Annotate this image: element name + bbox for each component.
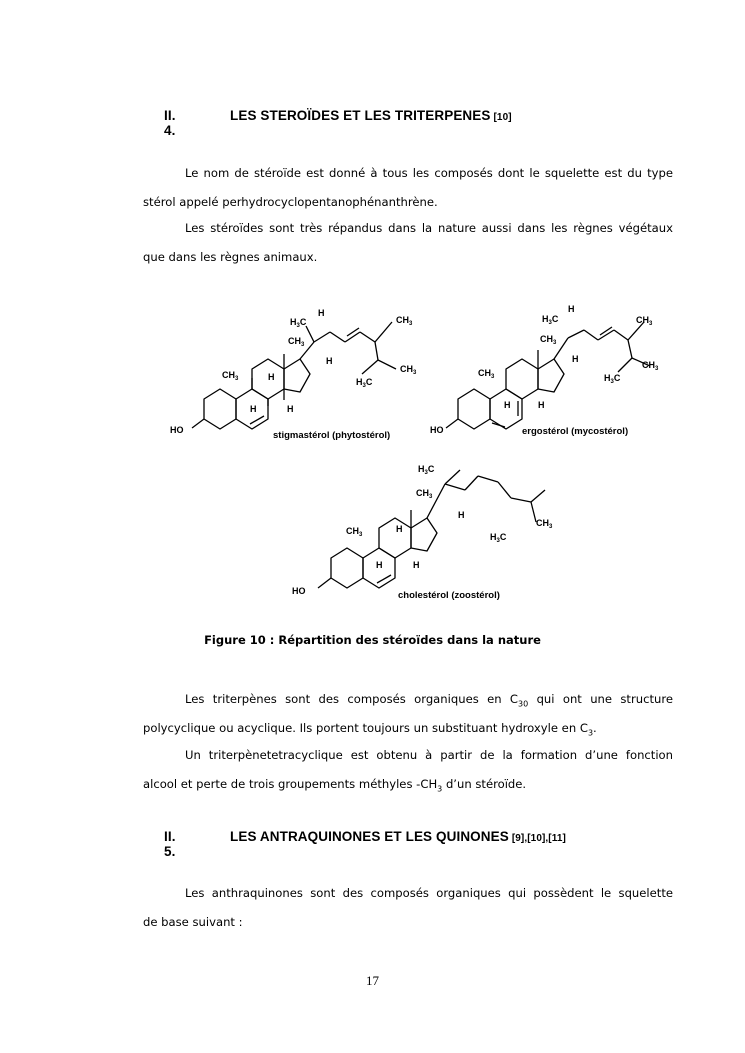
atom-label: $CH_3$ [642,360,659,372]
atom-label: $CH_3$ [636,315,653,327]
atom-label: $CH_3$ [288,336,305,348]
paragraph-line: Les triterpènes sont des composés organiques en C [185,692,519,706]
paragraph-line: alcool et perte de trois groupements méthyles -CH [143,777,438,791]
paragraph-line: qui ont une structure [528,692,673,706]
atom-label: H [250,404,257,414]
atom-label: HO [170,425,184,435]
paragraph-line: de base suivant : [143,915,243,929]
atom-label: $CH_3$ [346,526,363,538]
atom-label: $H_3C$ [418,464,435,476]
subscript: 3 [587,728,594,738]
atom-label: H [568,304,575,314]
atom-label: $CH_3$ [478,368,495,380]
paragraph-triterpene-tetracyclique [143,741,673,799]
atom-label: $H_3C$ [490,532,507,544]
atom-label: $H_3C$ [542,314,559,326]
atom-label: $H_3C$ [356,377,373,389]
section-ref: [10] [493,112,512,123]
page-number: 17 [366,973,379,988]
atom-label: $H_3C$ [290,317,307,329]
subscript: 3 [437,784,443,794]
atom-label: $CH_3$ [222,370,239,382]
atom-label: H [287,404,294,414]
section-ref: [9],[10],[11] [511,833,566,844]
paragraph-line: Les anthraquinones sont des composés organiques qui possèdent le squelette [185,886,673,900]
paragraph-line: . [593,721,597,735]
atom-label: HO [430,425,444,435]
atom-label: H [396,524,403,534]
atom-label: $CH_3$ [396,315,413,327]
paragraph-line: stérol appelé perhydrocyclopentanophénanthrène. [143,195,438,209]
paragraph-line: Les stéroïdes sont très répandus dans la nature aussi dans les règnes végétaux [185,221,673,235]
atom-label: H [376,560,383,570]
atom-label: $CH_3$ [540,334,557,346]
paragraph-triterpenes [143,685,673,743]
atom-label: H [326,356,333,366]
section-number: II. 4. [164,108,176,138]
paragraph-line: Le nom de stéroïde est donné à tous les composés dont le squelette est du type [185,166,673,180]
section-number: II. 5. [164,829,176,859]
paragraph-line: polycyclique ou acyclique. Ils portent toujours un substituant hydroxyle en C [143,721,588,735]
ergosterol-label: ergostérol (mycostérol) [522,426,629,437]
figure-caption: Figure 10 : Répartition des stéroïdes dans la nature [204,633,541,647]
atom-label: $H_3C$ [604,373,621,385]
atom-label: H [318,308,325,318]
atom-label: H [504,400,511,410]
atom-label: H [413,560,420,570]
atom-label: HO [292,586,306,596]
section-title-text: LES ANTRAQUINONES ET LES QUINONES [230,829,509,844]
atom-label: $CH_3$ [536,518,553,530]
atom-label: H [268,372,275,382]
paragraph-anthraquinones [143,879,673,937]
section-title [230,829,566,844]
paragraph-line: que dans les règnes animaux. [143,250,318,264]
section-title-text: LES STEROÏDES ET LES TRITERPENES [230,108,491,123]
atom-label: H [572,354,579,364]
atom-label: H [458,510,465,520]
atom-label: $CH_3$ [400,364,417,376]
cholesterol-label: cholestérol (zoostérol) [398,590,500,601]
paragraph-line: d’un stéroïde. [442,777,527,791]
paragraph-line: Un triterpènetetracyclique est obtenu à partir de la formation d’une fonction [185,748,673,762]
atom-label: H [538,400,545,410]
stigmasterol-label: stigmastérol (phytostérol) [273,430,391,441]
subscript: 30 [518,699,529,709]
atom-label: $CH_3$ [416,488,433,500]
